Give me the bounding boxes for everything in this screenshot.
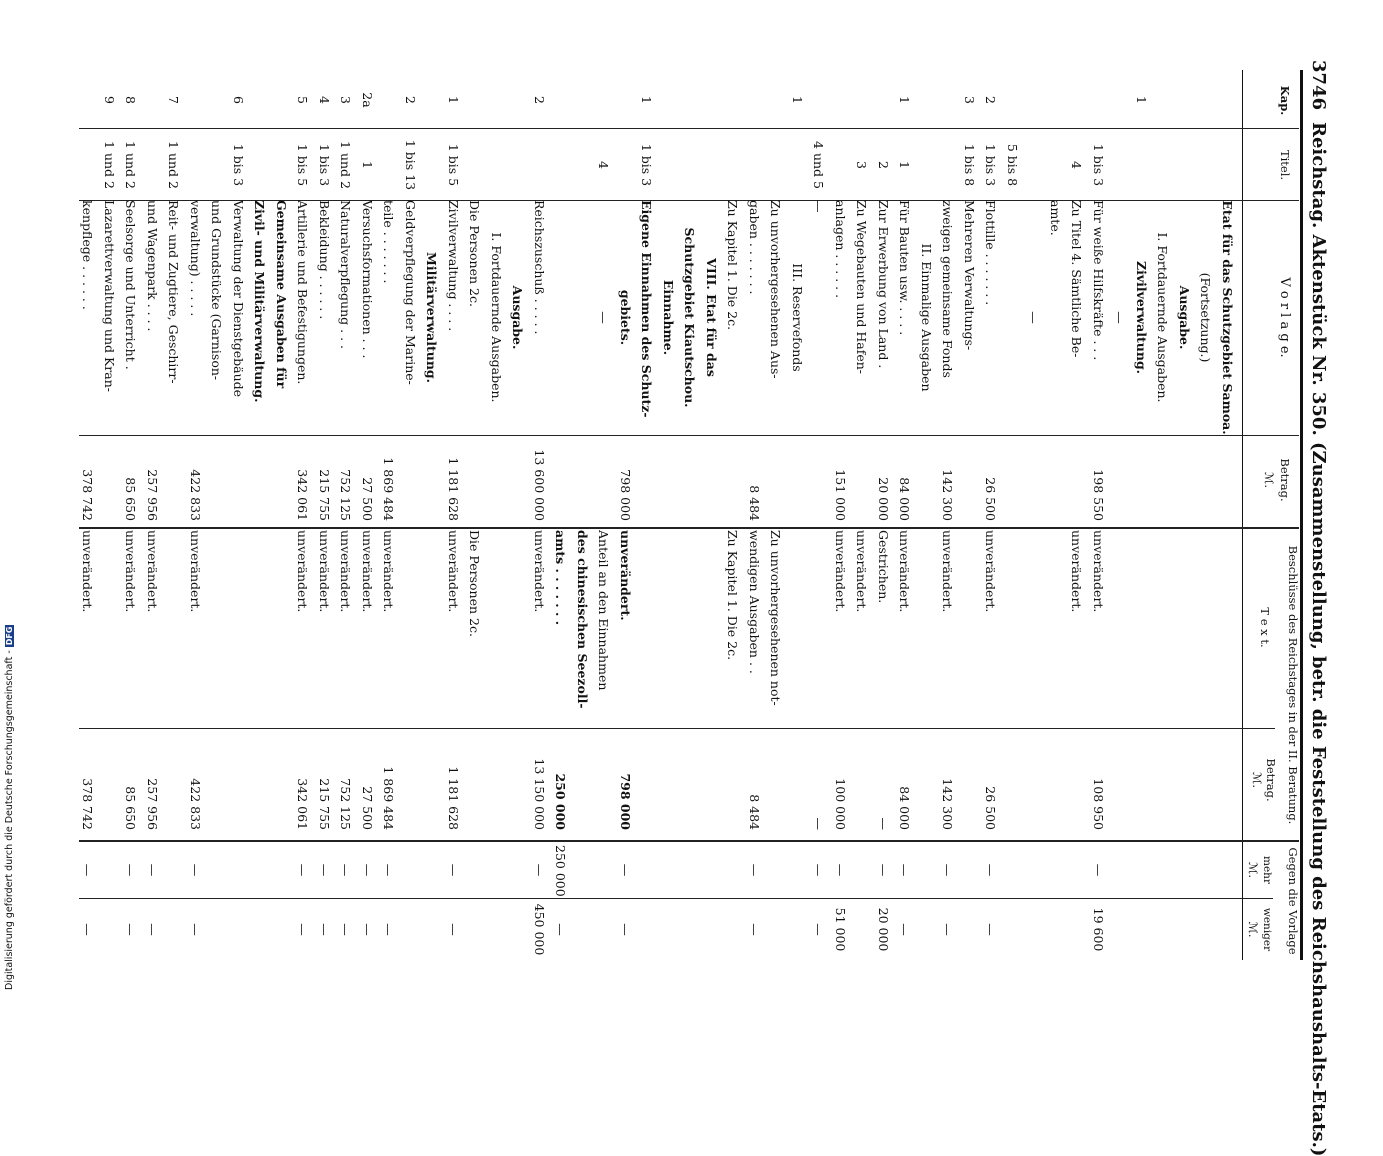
beschluss-text-cell: unverändert.	[360, 530, 375, 613]
beschluss-betrag-cell: 85 650	[123, 786, 139, 830]
table-row	[789, 40, 805, 960]
table-row	[940, 40, 956, 960]
table-row	[682, 40, 698, 960]
kapitel-cell: 7	[166, 96, 182, 104]
weniger-cell: —	[811, 923, 827, 936]
kapitel-cell: 1	[897, 96, 913, 104]
table-head-rule	[1242, 70, 1243, 960]
col-mehr-unit: ℳ.	[1246, 862, 1260, 878]
table-row	[510, 40, 526, 960]
vorlage-betrag-cell: 27 500	[360, 477, 375, 521]
mehr-cell: —	[145, 863, 160, 877]
beschluss-text-cell: unverändert.	[833, 530, 848, 613]
vorlage-text-cell: I. Fortdauernde Ausgaben.	[1155, 232, 1171, 403]
vorlage-text-cell: gebiets.	[618, 289, 633, 346]
titel-cell: 4	[1069, 161, 1085, 169]
vorlage-text-cell: Reichszuschuß . . . . .	[532, 200, 547, 335]
kapitel-cell: 3	[338, 96, 354, 104]
table-row	[338, 40, 354, 960]
weniger-cell: —	[360, 923, 375, 936]
table-row	[725, 40, 741, 960]
vorlage-text-cell: Ausgabe.	[1177, 285, 1192, 350]
vorlage-text-cell: —	[1026, 311, 1042, 324]
vorlage-text-cell: amte.	[1048, 200, 1063, 236]
table-row	[1026, 40, 1042, 960]
table-row	[703, 40, 719, 960]
vorlage-text-cell: zweigen gemeinsame Fonds	[940, 200, 956, 378]
vorlage-text-cell: Naturalverpflegung . . .	[338, 200, 354, 350]
titel-cell: 4 und 5	[811, 141, 827, 189]
beschluss-text-cell: Zu Kapitel 1. Die 2c.	[725, 530, 741, 661]
vorlage-text-cell: Zu Wegebauten und Hafen-	[854, 200, 870, 375]
kapitel-cell: 1	[1134, 96, 1149, 104]
beschluss-betrag-cell: 100 000	[833, 778, 848, 830]
vorlage-text-cell: Zivilverwaltung . . . .	[446, 200, 461, 332]
mehr-cell: —	[338, 863, 354, 877]
table-row	[424, 40, 440, 960]
beschluss-text-cell: unverändert.	[532, 530, 547, 613]
weniger-cell: 19 600	[1091, 907, 1106, 952]
vorlage-betrag-cell: 257 956	[145, 469, 160, 521]
titel-cell: 1	[360, 161, 375, 169]
weniger-cell: —	[446, 923, 461, 936]
beschluss-betrag-cell: 752 125	[338, 778, 354, 830]
beschluss-betrag-cell: 1 181 628	[446, 766, 461, 830]
titel-cell: 1 und 2	[338, 141, 354, 189]
mehr-cell: —	[360, 863, 375, 877]
vorlage-betrag-cell: 378 742	[80, 469, 96, 521]
vorlage-betrag-cell: 422 833	[188, 469, 203, 521]
vorlage-text-cell: (Fortsetzung.)	[1198, 272, 1214, 363]
page-title: Reichstag. Aktenstück Nr. 350. (Zusammenstellung, betr. die Feststellung des Reichshaushalts-Etats.)	[1308, 122, 1329, 1156]
vorlage-betrag-cell: 215 755	[317, 469, 332, 521]
vorlage-text-cell: Geldverpflegung der Marine-	[403, 200, 418, 385]
vorlage-text-cell: Lazarettverwaltung und Kran-	[102, 200, 117, 393]
titel-cell: 1 und 2	[166, 141, 182, 189]
table-row	[1069, 40, 1085, 960]
beschluss-text-cell: des chinesischen Seezoll-	[575, 530, 590, 709]
vorlage-betrag-cell: 20 000	[876, 477, 891, 521]
titel-cell: 1 bis 3	[639, 143, 655, 187]
mehr-cell: —	[747, 863, 762, 877]
vorlage-betrag-cell: 142 300	[940, 469, 956, 521]
beschluss-text-cell: unverändert.	[188, 530, 203, 613]
vorlage-text-cell: I. Fortdauernde Ausgaben.	[489, 232, 504, 403]
vorlage-text-cell: Versuchsformationen . . .	[360, 200, 375, 359]
weniger-cell: —	[123, 923, 139, 936]
col-betrag-unit: ℳ.	[1262, 472, 1276, 488]
weniger-cell: —	[188, 923, 203, 936]
vorlage-text-cell: anlagen . . . . . .	[833, 200, 848, 299]
kapitel-cell: 3	[962, 96, 977, 104]
col-weniger: weniger	[1261, 907, 1273, 952]
weniger-cell: —	[897, 923, 913, 936]
col-weniger-unit: ℳ.	[1246, 921, 1260, 938]
col-mehr: mehr	[1261, 856, 1273, 884]
vorlage-betrag-cell: 85 650	[123, 477, 139, 521]
titel-cell: 2	[876, 161, 891, 169]
mehr-cell: 250 000	[553, 845, 569, 897]
weniger-cell: 51 000	[833, 907, 848, 952]
beschluss-betrag-cell: 422 833	[188, 778, 203, 830]
mehr-cell: —	[811, 863, 827, 877]
beschluss-betrag-cell: —	[811, 817, 827, 830]
kapitel-cell: 1	[790, 96, 805, 104]
kapitel-cell: 6	[231, 96, 246, 104]
table-row	[1047, 40, 1063, 960]
vorlage-text-cell: Artillerie und Befestigungen.	[295, 200, 311, 385]
table-row	[402, 40, 418, 960]
vorlage-text-cell: gaben . . . . . . .	[747, 200, 762, 295]
beschluss-text-cell: unverändert.	[381, 530, 397, 613]
vorlage-text-cell: —	[1112, 311, 1128, 324]
beschluss-text-cell: Gestrichen.	[876, 530, 891, 604]
mehr-cell: —	[123, 863, 139, 877]
vorlage-text-cell: —	[596, 311, 612, 324]
table-row	[209, 40, 225, 960]
col-kap: Kap.	[1278, 85, 1292, 116]
mehr-cell: —	[188, 863, 203, 877]
weniger-cell: —	[317, 923, 332, 936]
vorlage-text-cell: Militärverwaltung.	[424, 252, 440, 383]
table-row	[639, 40, 655, 960]
vorlage-text-cell: Bekleidung . . . . . .	[317, 200, 332, 320]
vorlage-text-cell: Flottille . . . . . . .	[983, 200, 999, 306]
vorlage-betrag-cell: 798 000	[618, 469, 633, 521]
vorlage-text-cell: Die Personen 2c.	[467, 200, 483, 307]
mehr-cell: —	[317, 863, 332, 877]
titel-cell: 1 bis 3	[983, 143, 999, 187]
table-row	[553, 40, 569, 960]
mehr-cell: —	[983, 863, 999, 877]
beschluss-betrag-cell: 108 950	[1091, 778, 1106, 830]
weniger-cell: —	[145, 923, 160, 936]
beschluss-betrag-cell: 378 742	[80, 778, 96, 830]
weniger-cell: —	[295, 923, 311, 936]
kapitel-cell: 4	[317, 96, 332, 104]
mehr-cell: —	[80, 863, 96, 877]
table-row	[144, 40, 160, 960]
beschluss-text-cell: unverändert.	[338, 530, 354, 613]
kapitel-cell: 5	[295, 96, 311, 104]
vorlage-text-cell: Eigene Einnahmen des Schutz-	[639, 200, 655, 418]
weniger-cell: 450 000	[532, 903, 547, 956]
titel-cell: 1 und 2	[123, 141, 139, 189]
titel-cell: 4	[596, 161, 612, 169]
vorlage-text-cell: Zu unvorhergesehenen Aus-	[768, 200, 784, 379]
titel-cell: 1 bis 3	[317, 143, 332, 187]
beschluss-betrag-cell: 257 956	[145, 778, 160, 830]
table-row	[1219, 40, 1235, 960]
vorlage-text-cell: teile . . . . . . .	[381, 200, 397, 284]
beschluss-text-cell: unverändert.	[446, 530, 461, 613]
mehr-cell: —	[876, 863, 891, 877]
titel-cell: 5 bis 8	[1005, 143, 1020, 187]
vorlage-betrag-cell: 198 550	[1091, 469, 1106, 521]
digitization-text: Digitalisierung gefördert durch die Deutsche Forschungsgemeinschaft -	[4, 650, 15, 990]
table-row	[983, 40, 999, 960]
kapitel-cell: 2	[532, 96, 547, 104]
table-row	[381, 40, 397, 960]
table-row	[531, 40, 547, 960]
mehr-cell: —	[381, 863, 397, 877]
beschluss-text-cell: unverändert.	[123, 530, 139, 613]
beschluss-betrag-cell: —	[876, 817, 891, 830]
vorlage-text-cell: Für Bauten usw. . . . .	[897, 200, 913, 336]
table-row	[295, 40, 311, 960]
weniger-cell: —	[381, 923, 397, 936]
table-row	[316, 40, 332, 960]
kapitel-cell: 1	[446, 96, 461, 104]
col-gegen: Gegen die Vorlage	[1286, 847, 1300, 955]
kapitel-cell: 9	[102, 96, 117, 104]
vorlage-text-cell: Schutzgebiet Kiautschou.	[682, 227, 698, 408]
col-betrag: Betrag.	[1278, 458, 1292, 502]
beschluss-betrag-cell: 250 000	[553, 773, 569, 830]
beschluss-text-cell: unverändert.	[80, 530, 96, 613]
table-row	[660, 40, 676, 960]
vorlage-betrag-cell: 26 500	[983, 477, 999, 521]
table-row	[187, 40, 203, 960]
col-vorlage: V o r l a g e.	[1277, 277, 1292, 358]
weniger-cell: —	[983, 923, 999, 936]
beschluss-betrag-cell: 1 869 484	[381, 766, 397, 830]
vorlage-text-cell: Gemeinsame Ausgaben für	[274, 200, 289, 389]
beschluss-text-cell: unverändert.	[618, 530, 633, 621]
kapitel-cell: 2	[403, 96, 418, 104]
kapitel-cell: 2	[983, 96, 999, 104]
col-ramount: Betrag.	[1264, 758, 1278, 802]
weniger-cell: —	[80, 923, 96, 936]
beschluss-text-cell: unverändert.	[1069, 530, 1085, 613]
titel-cell: 3	[854, 161, 870, 169]
table-row	[230, 40, 246, 960]
vorlage-betrag-cell: 1 869 484	[381, 457, 397, 521]
vorlage-betrag-cell: 13 600 000	[532, 449, 547, 521]
beschluss-betrag-cell: 798 000	[618, 773, 633, 830]
beschluss-betrag-cell: 142 300	[940, 778, 956, 830]
vorlage-text-cell: II. Einmalige Ausgaben	[919, 243, 934, 392]
table-row	[123, 40, 139, 960]
beschluss-text-cell: Zu unvorhergesehenen not-	[768, 530, 784, 706]
table-row	[80, 40, 96, 960]
mehr-cell: —	[940, 863, 956, 877]
titel-cell: 1	[897, 161, 913, 169]
page-header	[1305, 40, 1335, 1156]
table-row	[897, 40, 913, 960]
vorlage-text-cell: Einnahme.	[661, 279, 676, 356]
vorlage-text-cell: verwaltung) . . . . .	[188, 200, 203, 317]
beschluss-text-cell: unverändert.	[295, 530, 311, 613]
vorlage-text-cell: Zivil- und Militärverwaltung.	[252, 200, 268, 403]
beschluss-text-cell: unverändert.	[897, 530, 913, 613]
table-row	[832, 40, 848, 960]
table-row	[1133, 40, 1149, 960]
weniger-cell: 20 000	[876, 907, 891, 952]
vorlage-text-cell: Zivilverwaltung.	[1134, 260, 1149, 375]
vorlage-betrag-cell: 342 061	[295, 469, 311, 521]
table-row	[273, 40, 289, 960]
table-row	[875, 40, 891, 960]
titel-cell: 1 bis 3	[1091, 143, 1106, 187]
beschluss-text-cell: unverändert.	[1091, 530, 1106, 613]
vorlage-betrag-cell: 151 000	[833, 469, 848, 521]
titel-cell: 1 bis 3	[231, 143, 246, 187]
mehr-cell: —	[532, 863, 547, 877]
beschluss-betrag-cell: 215 755	[317, 778, 332, 830]
beschluss-text-cell: Anteil an den Einnahmen	[596, 530, 612, 691]
weniger-cell: —	[618, 923, 633, 936]
col-text: T e x t.	[1258, 607, 1272, 648]
vorlage-text-cell: Für weiße Hilfskräfte . . .	[1091, 200, 1106, 361]
dfg-logo: DFG	[5, 626, 14, 646]
beschluss-text-cell: unverändert.	[317, 530, 332, 613]
beschluss-betrag-cell: 13 150 000	[532, 758, 547, 830]
table-row	[1090, 40, 1106, 960]
beschluss-betrag-cell: 8 484	[747, 794, 762, 830]
vorlage-text-cell: Etat für das Schutzgebiet Samoa.	[1220, 200, 1235, 435]
col-beschluesse: Beschlüsse des Reichstages in der II. Beratung.	[1286, 545, 1300, 825]
beschluss-betrag-cell: 84 000	[897, 786, 913, 830]
table-row	[488, 40, 504, 960]
weniger-cell: —	[553, 923, 569, 936]
beschluss-text-cell: Die Personen 2c.	[467, 530, 483, 637]
vorlage-betrag-cell: 8 484	[747, 485, 762, 521]
beschluss-text-cell: wendigen Ausgaben . .	[747, 530, 762, 674]
table-row	[574, 40, 590, 960]
document-page	[70, 40, 1335, 1156]
vorlage-text-cell: und Grundstücke (Garnison-	[209, 200, 225, 381]
table-row	[1112, 40, 1128, 960]
vorlage-text-cell: kenpflege . . . . . .	[80, 200, 96, 310]
vorlage-betrag-cell: 1 181 628	[446, 457, 461, 521]
table-row	[252, 40, 268, 960]
mehr-cell: —	[618, 863, 633, 877]
kapitel-cell: 8	[123, 96, 139, 104]
vorlage-text-cell: Seelsorge und Unterricht .	[123, 200, 139, 370]
col-titel: Titel.	[1278, 149, 1292, 181]
table-row	[918, 40, 934, 960]
table-row	[811, 40, 827, 960]
vorlage-text-cell: III. Reservefonds	[790, 263, 805, 372]
beschluss-betrag-cell: 27 500	[360, 786, 375, 830]
vorlage-text-cell: Ausgabe.	[510, 285, 526, 350]
weniger-cell: —	[747, 923, 762, 936]
beschluss-text-cell: unverändert.	[145, 530, 160, 613]
beschluss-text-cell: unverändert.	[983, 530, 999, 613]
vorlage-betrag-cell: 84 000	[897, 477, 913, 521]
table-row	[617, 40, 633, 960]
vorlage-text-cell: Mehreren Verwaltungs-	[962, 200, 977, 351]
table-row	[1198, 40, 1214, 960]
table-row	[467, 40, 483, 960]
mehr-cell: —	[446, 863, 461, 877]
titel-cell: 1 bis 13	[403, 139, 418, 191]
table-row	[961, 40, 977, 960]
table-row	[101, 40, 117, 960]
vorlage-text-cell: Zur Erwerbung von Land .	[876, 200, 891, 369]
page-number: 3746	[1308, 60, 1329, 111]
kapitel-cell: 1	[639, 96, 655, 104]
digitization-note	[4, 590, 18, 990]
weniger-cell: —	[940, 923, 956, 936]
weniger-cell: —	[338, 923, 354, 936]
table-row	[746, 40, 762, 960]
table-row	[854, 40, 870, 960]
vorlage-text-cell: und Wagenpark . . . .	[145, 200, 160, 332]
kapitel-cell: 2a	[360, 92, 375, 108]
beschluss-text-cell: unverändert.	[940, 530, 956, 613]
mehr-cell: —	[897, 863, 913, 877]
vorlage-betrag-cell: 752 125	[338, 469, 354, 521]
mehr-cell: —	[833, 863, 848, 877]
table-row	[359, 40, 375, 960]
col-ramount-unit: ℳ.	[1250, 772, 1264, 788]
beschluss-text-cell: unverändert.	[854, 530, 870, 613]
table-row	[1004, 40, 1020, 960]
vorlage-text-cell: —	[811, 200, 827, 213]
vorlage-text-cell: Zu Kapitel 1. Die 2c.	[725, 200, 741, 331]
table-row	[1176, 40, 1192, 960]
vorlage-text-cell: Reit- und Zugtiere, Geschirr-	[166, 200, 182, 384]
vorlage-text-cell: Verwaltung der Dienstgebäude	[231, 200, 246, 398]
table-row	[445, 40, 461, 960]
table-row	[1155, 40, 1171, 960]
titel-cell: 1 bis 8	[962, 143, 977, 187]
mehr-cell: —	[295, 863, 311, 877]
titel-cell: 1 bis 5	[295, 143, 311, 187]
mehr-cell: —	[1091, 863, 1106, 877]
table-row	[596, 40, 612, 960]
titel-cell: 1 und 2	[102, 141, 117, 189]
vorlage-text-cell: VIII. Etat für das	[704, 258, 719, 377]
header-rule	[1300, 70, 1303, 960]
beschluss-text-cell: amts . . . . . . .	[553, 530, 569, 626]
titel-cell: 1 bis 5	[446, 143, 461, 187]
vorlage-text-cell: Zu Titel 4. Sämtliche Be-	[1069, 200, 1085, 358]
beschluss-betrag-cell: 26 500	[983, 786, 999, 830]
table-row	[768, 40, 784, 960]
table-row	[166, 40, 182, 960]
beschluss-betrag-cell: 342 061	[295, 778, 311, 830]
